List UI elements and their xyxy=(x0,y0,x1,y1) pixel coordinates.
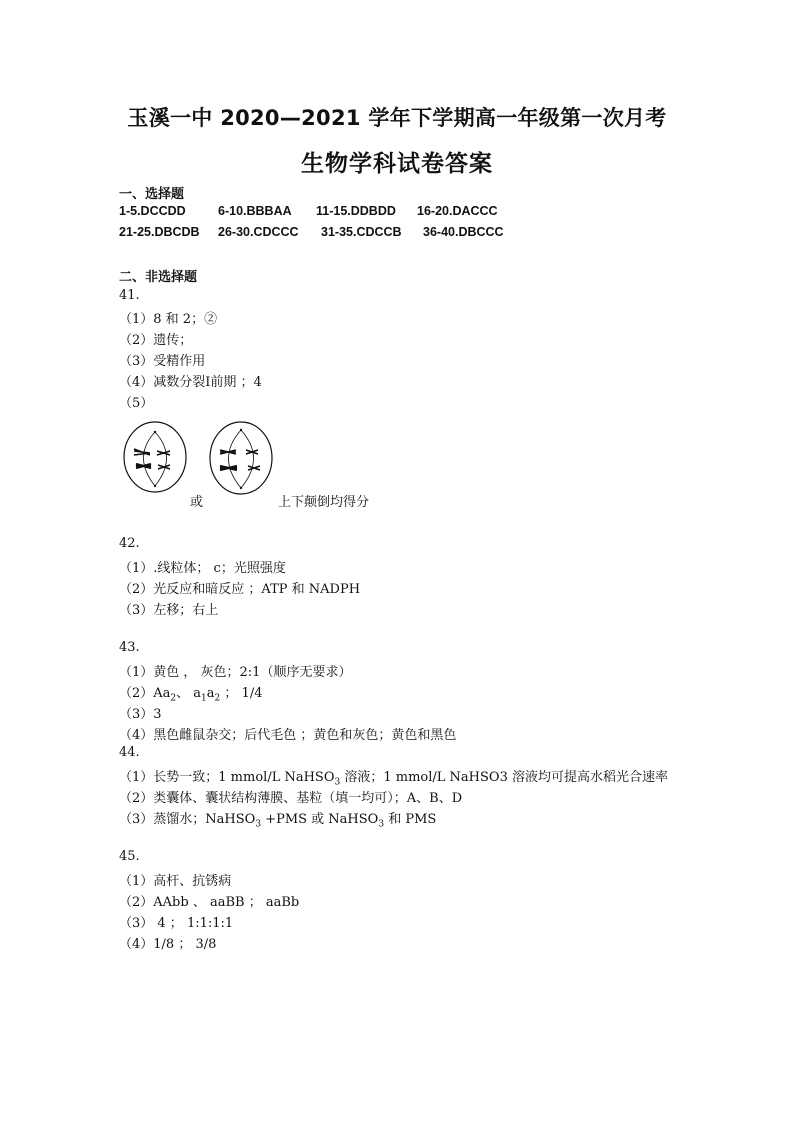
subscript: 3 xyxy=(255,819,262,830)
answer-line: （2）遗传； xyxy=(119,333,193,348)
answer-text: 和 PMS xyxy=(384,812,437,827)
answer-line: （2）光反应和暗反应 ；ATP 和 NADPH xyxy=(119,582,361,597)
answer-text: ； 1/4 xyxy=(220,686,263,701)
answer-text: （1）长势一致；1 mmol/L NaHSO xyxy=(119,770,335,785)
meiosis-cell-diagram-1 xyxy=(122,420,190,496)
answer-line xyxy=(119,808,436,830)
answer-text: 溶液；1 mmol/L NaHSO3 溶液均可提高水稻光合速率 xyxy=(340,770,668,785)
subscript: 3 xyxy=(334,777,341,788)
mc-answer-group: 31-35.CDCCB xyxy=(321,225,402,239)
page-subtitle: 生物学科试卷答案 xyxy=(301,151,493,177)
mc-answer-group: 1-5.DCCDD xyxy=(119,204,186,218)
mc-answer-group: 36-40.DBCCC xyxy=(423,225,504,239)
answer-line: （3）左移；右上 xyxy=(119,603,219,618)
answer-line: （5） xyxy=(119,396,154,411)
answer-text: a xyxy=(206,686,215,701)
question-number: 45. xyxy=(119,849,140,864)
answer-text: （3）蒸馏水；NaHSO xyxy=(119,812,256,827)
mc-answer-group: 6-10.BBBAA xyxy=(218,204,292,218)
mc-answer-group: 11-15.DDBDD xyxy=(316,204,396,218)
mc-answer-group: 26-30.CDCCC xyxy=(218,225,299,239)
answer-line: （1）.线粒体； c；光照强度 xyxy=(119,561,286,576)
answer-text: （2）Aa xyxy=(119,686,171,701)
answer-text: +PMS 或 NaHSO xyxy=(261,812,379,827)
question-number: 44. xyxy=(119,745,140,760)
subscript: 2 xyxy=(170,693,177,704)
answer-line xyxy=(119,682,262,704)
mc-answer-group: 21-25.DBCDB xyxy=(119,225,200,239)
answer-text: 、 a xyxy=(176,686,202,701)
answer-line: （3） 4 ； 1:1:1:1 xyxy=(119,916,234,931)
answer-line: （3）受精作用 xyxy=(119,354,206,369)
answer-line: （1）8 和 2；② xyxy=(119,312,218,327)
answer-line: （4）1/8 ； 3/8 xyxy=(119,937,217,952)
section-heading-nonchoice: 二、非选择题 xyxy=(119,270,198,285)
question-number: 43. xyxy=(119,640,140,655)
subscript: 1 xyxy=(201,693,207,704)
mc-answer-group: 16-20.DACCC xyxy=(417,204,498,218)
subscript: 2 xyxy=(214,693,221,704)
answer-line: （1）高杆、抗锈病 xyxy=(119,874,232,889)
answer-line: （2）类囊体、囊状结构薄膜、基粒（填一均可）；A、B、D xyxy=(119,791,463,806)
answer-line: （1）黄色 ， 灰色；2:1（顺序无要求） xyxy=(119,665,352,680)
question-number: 42. xyxy=(119,536,140,551)
answer-line: （2）AAbb 、 aaBB ； aaBb xyxy=(119,895,300,910)
answer-line: （3）3 xyxy=(119,707,162,722)
section-heading-choice: 一、选择题 xyxy=(119,187,185,202)
meiosis-cell-diagram-2 xyxy=(208,420,274,496)
figure-or-label: 或 xyxy=(190,495,204,510)
figure-note: 上下颠倒均得分 xyxy=(278,495,370,510)
answer-line xyxy=(119,766,668,788)
page-title: 玉溪一中 2020—2021 学年下学期高一年级第一次月考 xyxy=(127,106,667,130)
question-number: 41. xyxy=(119,288,140,303)
answer-line: （4）减数分裂Ⅰ前期 ；4 xyxy=(119,375,262,390)
subscript: 3 xyxy=(378,819,385,830)
answer-line: （4）黑色雌鼠杂交；后代毛色 ；黄色和灰色；黄色和黑色 xyxy=(119,728,457,743)
